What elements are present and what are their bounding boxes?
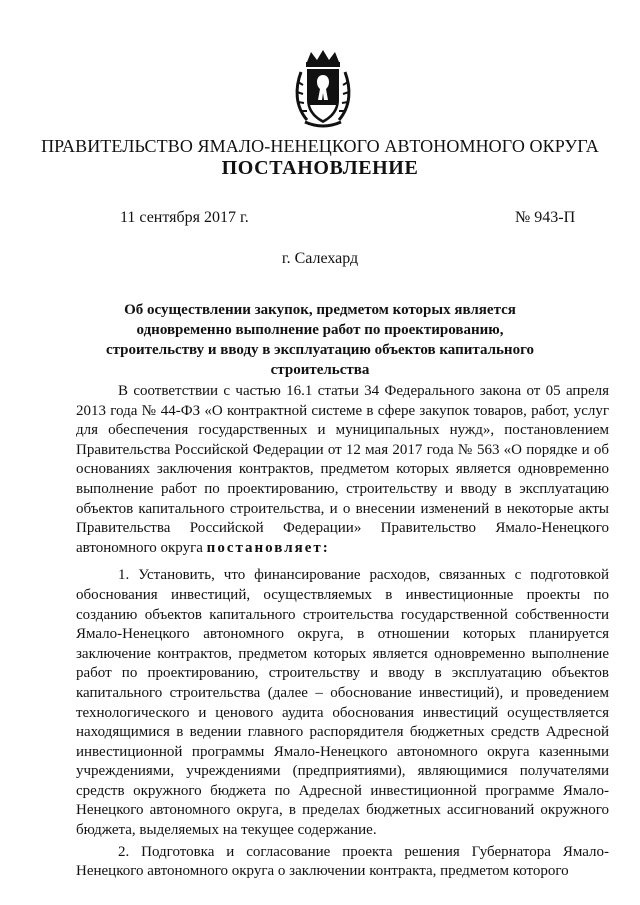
preamble-paragraph xyxy=(76,382,609,558)
document-date: 11 сентября 2017 г. xyxy=(120,209,249,226)
coat-of-arms-icon xyxy=(293,48,353,130)
document-number: № 943-П xyxy=(515,209,576,226)
document-type: ПОСТАНОВЛЕНИЕ xyxy=(221,157,419,179)
government-name: ПРАВИТЕЛЬСТВО ЯМАЛО-НЕНЕЦКОГО АВТОНОМНОГО ОКРУГА xyxy=(41,136,599,156)
preamble-text: В соответствии с частью 16.1 статьи 34 Федерального закона от 05 апреля 2013 года № 44-ФЗ «О контрактной системе в сфере закупок товаров, работ, услуг для обеспечения государственных и муниципальных нужд», постановлением Правительства Российской Федерации от 12 мая 2017 года № 563 «О порядке и об основаниях заключения контрактов, предметом которых является одновременно выполнение работ по проектированию, строительству и вводу в эксплуатацию объектов капитального строительства, и о внесении изменений в некоторые акты Правительства Российской Федерации» Правительство Ямало-Ненецкого автономного округа xyxy=(76,383,609,556)
resolves-keyword: постановляет: xyxy=(206,539,330,556)
item-1-paragraph: 1. Установить, что финансирование расходов, связанных с подготовкой обоснования инвестиций, осуществляемых в инвестиционные проекты по созданию объектов капитального строительства государственной собственности Ямало-Ненецкого автономного округа, в отношении которых планируется заключение контрактов, предметом которых является одновременно выполнение работ по проектированию, строительству и вводу в эксплуатацию объектов капитального строительства (далее – обоснование инвестиций), и проведением технологического и ценового аудита обоснования инвестиций осуществляется находящимися в ведении главного распорядителя бюджетных средств Адресной инвестиционной программы Ямало-Ненецкого автономного округа казенными учреждениями, учреждениями (предприятиями), являющимися получателями средств окружного бюджета по Адресной инвестиционной программе Ямало-Ненецкого автономного округа, в пределах бюджетных ассигнований окружного бюджета, выделяемых на текущее содержание. xyxy=(76,567,609,839)
document-city: г. Салехард xyxy=(281,250,359,267)
document-subject: Об осуществлении закупок, предметом которых является одновременно выполнение работ по проектированию, строительству и вводу в эксплуатацию объектов капитального строительства xyxy=(105,302,535,378)
item-2-paragraph: 2. Подготовка и согласование проекта решения Губернатора Ямало-Ненецкого автономного округа о заключении контракта, предметом которого xyxy=(76,843,609,880)
document-body xyxy=(76,382,609,882)
